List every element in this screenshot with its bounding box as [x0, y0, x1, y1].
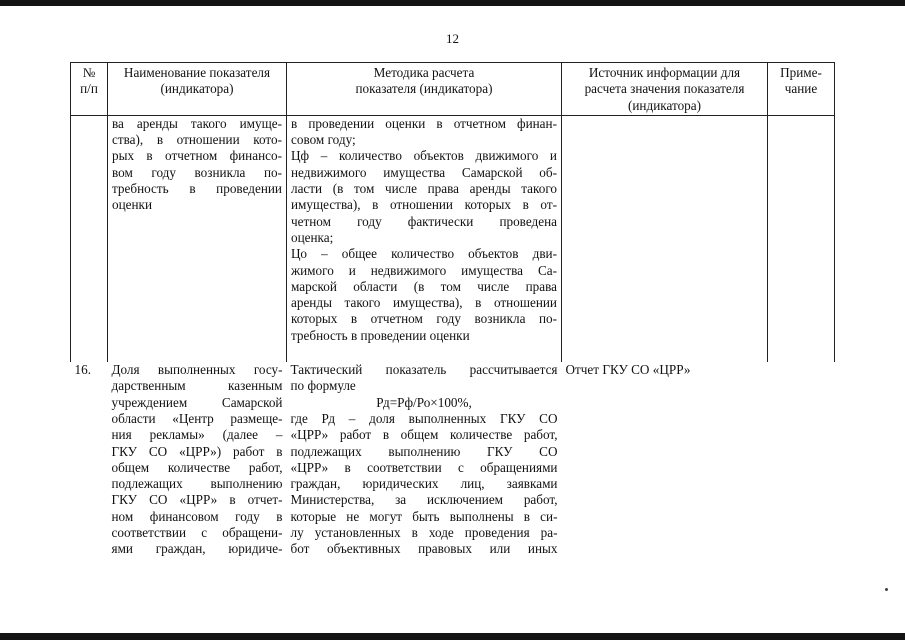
cell-indicator-name: ва аренды такого имуще- ства), в отношении кото- рых в отчетном финансо- вом году возникла по- требность в проведении оценки: [108, 115, 287, 362]
header-information-source: Источник информации для расчета значения показателя (индикатора): [562, 63, 768, 116]
cell-information-source: Отчет ГКУ СО «ЦРР»: [565, 362, 691, 378]
table-row-16: [71, 362, 835, 558]
table-header-row: [71, 63, 835, 116]
formula: Рд=Рф/Ро×100%,: [376, 394, 472, 410]
header-note: Приме- чание: [768, 63, 835, 116]
cell-note: [768, 362, 835, 558]
header-indicator-name: Наименование показателя (индикатора): [108, 63, 287, 116]
top-scan-border: [0, 0, 905, 6]
cell-number: [71, 115, 108, 362]
indicators-table: [70, 62, 835, 558]
header-number: № п/п: [71, 63, 108, 116]
page-number: 12: [446, 31, 459, 46]
header-calculation-method: Методика расчета показателя (индикатора): [287, 63, 562, 116]
bottom-scan-border: [0, 633, 905, 640]
cell-indicator-name: Доля выполненных госу- дарственным казенным учреждением Самарской области «Центр размеще- ния рекламы» (далее – ГКУ СО «ЦРР») работ в общем количестве работ, подлежащих выполнению ГКУ СО «ЦРР» в отчет- ном финансовом году в соответствии с обращени- ями граждан, юридиче-: [111, 362, 283, 557]
table-row-continued: [71, 115, 835, 362]
cell-calculation-method: Тактический показатель рассчитывается по формуле Рд=Рф/Ро×100%, где Рд – доля выполненных ГКУ СО «ЦРР» работ в общем количестве работ, подлежащих выполнению ГКУ СО «ЦРР» в соответствии с обращениями граждан, юридических лиц, заявками Министерства, за исключением работ, которые не могут быть выполнены в си- лу установленных в ходе проведения ра- бот объективных правовых или иных: [290, 362, 558, 557]
cell-calculation-method: в проведении оценки в отчетном финан- совом году; Цф – количество объектов движимого и недвижимого имущества Самарской об- ласти (в том числе права аренды такого имущества), в отношении которых в от- четном году фактически проведена оценка; Цо – общее количество объектов дви- жимого и недвижимого имущества Са- марской области (в том числе права аренды такого имущества), в отношении которых в отчетном году возникла по- требность в проведении оценки: [287, 115, 562, 362]
cell-number: 16.: [74, 362, 91, 378]
cell-information-source: [562, 115, 768, 362]
scan-speck: [885, 588, 888, 591]
cell-note: [768, 115, 835, 362]
